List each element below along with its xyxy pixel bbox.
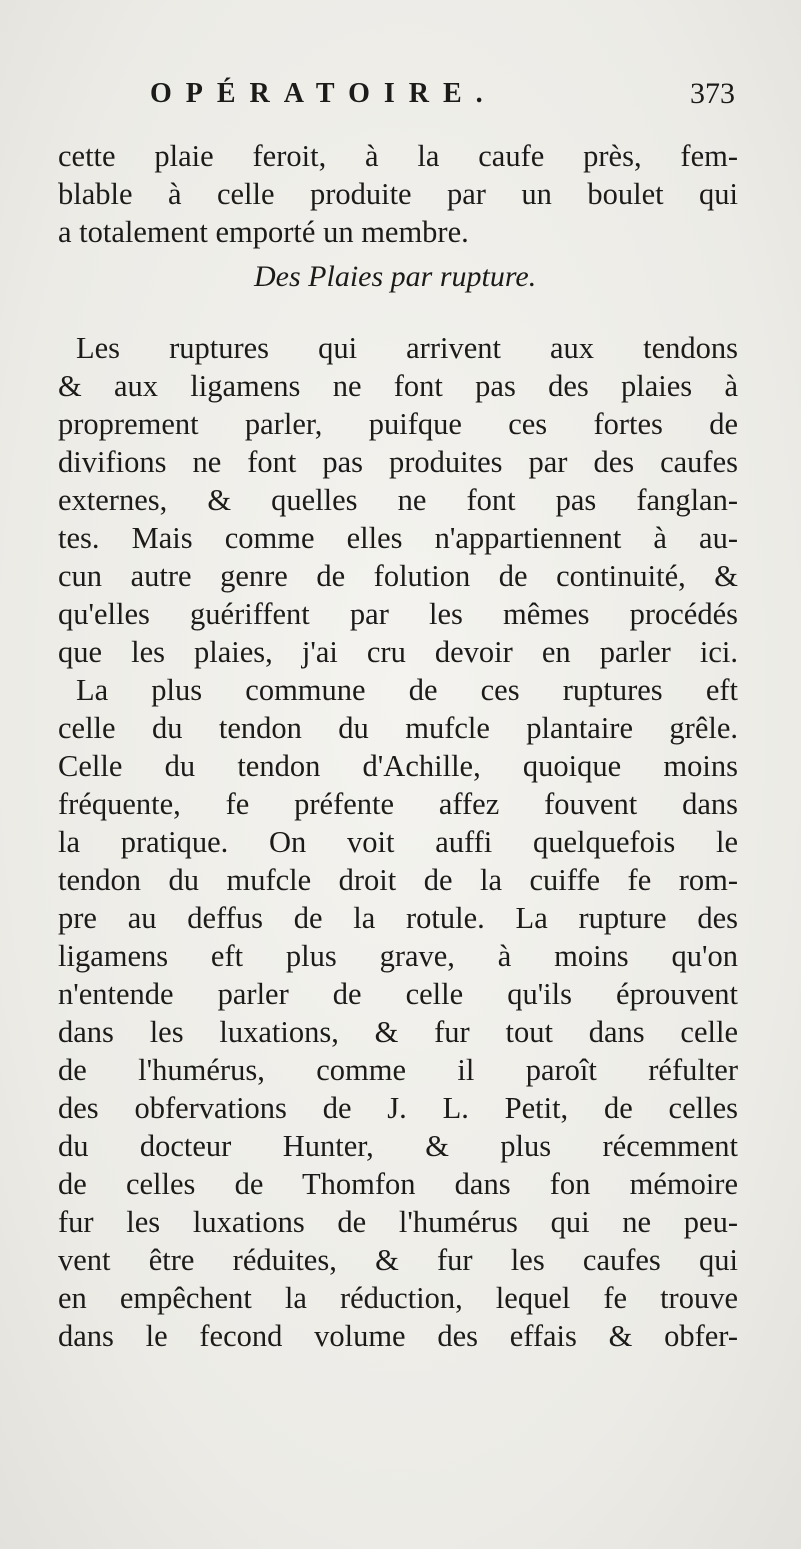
- text-line: blable à celle produite par un boulet qui: [58, 177, 738, 211]
- text-line: divifions ne font pas produites par des caufes: [58, 445, 738, 479]
- text-line: proprement parler, puifque ces fortes de: [58, 407, 738, 441]
- text-line: a totalement emporté un membre.: [58, 215, 469, 249]
- page-header: [150, 74, 770, 114]
- text-line: n'entende parler de celle qu'ils éprouvent: [58, 977, 738, 1011]
- text-line: vent être réduites, & fur les caufes qui: [58, 1243, 738, 1277]
- text-line: cun autre genre de folution de continuité, &: [58, 559, 738, 593]
- section-heading: Des Plaies par rupture.: [254, 260, 537, 293]
- text-line: Celle du tendon d'Achille, quoique moins: [58, 749, 738, 783]
- text-line: dans les luxations, & fur tout dans celle: [58, 1015, 738, 1049]
- text-line: La plus commune de ces ruptures eft: [76, 673, 738, 707]
- text-line: dans le fecond volume des effais & obfer-: [58, 1319, 738, 1353]
- page-number: 373: [690, 77, 735, 110]
- text-line: celle du tendon du mufcle plantaire grêle.: [58, 711, 738, 745]
- text-line: & aux ligamens ne font pas des plaies à: [58, 369, 738, 403]
- text-line: de celles de Thomfon dans fon mémoire: [58, 1167, 738, 1201]
- text-line: la pratique. On voit auffi quelquefois le: [58, 825, 738, 859]
- text-line: cette plaie feroit, à la caufe près, fem-: [58, 139, 738, 173]
- text-line: pre au deffus de la rotule. La rupture des: [58, 901, 738, 935]
- text-line: des obfervations de J. L. Petit, de celles: [58, 1091, 738, 1125]
- text-line: tes. Mais comme elles n'appartiennent à au-: [58, 521, 738, 555]
- text-line: qu'elles guériffent par les mêmes procédés: [58, 597, 738, 631]
- text-line: Les ruptures qui arrivent aux tendons: [76, 331, 738, 365]
- text-line: fur les luxations de l'humérus qui ne peu-: [58, 1205, 738, 1239]
- text-line: en empêchent la réduction, lequel fe trouve: [58, 1281, 738, 1315]
- running-head: OPÉRATOIRE.: [150, 78, 497, 109]
- text-line: tendon du mufcle droit de la cuiffe fe rom-: [58, 863, 738, 897]
- text-line: du docteur Hunter, & plus récemment: [58, 1129, 738, 1163]
- text-line: fréquente, fe préfente affez fouvent dans: [58, 787, 738, 821]
- text-line: que les plaies, j'ai cru devoir en parler ici.: [58, 635, 738, 669]
- text-line: de l'humérus, comme il paroît réfulter: [58, 1053, 738, 1087]
- text-line: ligamens eft plus grave, à moins qu'on: [58, 939, 738, 973]
- text-line: externes, & quelles ne font pas fanglan-: [58, 483, 738, 517]
